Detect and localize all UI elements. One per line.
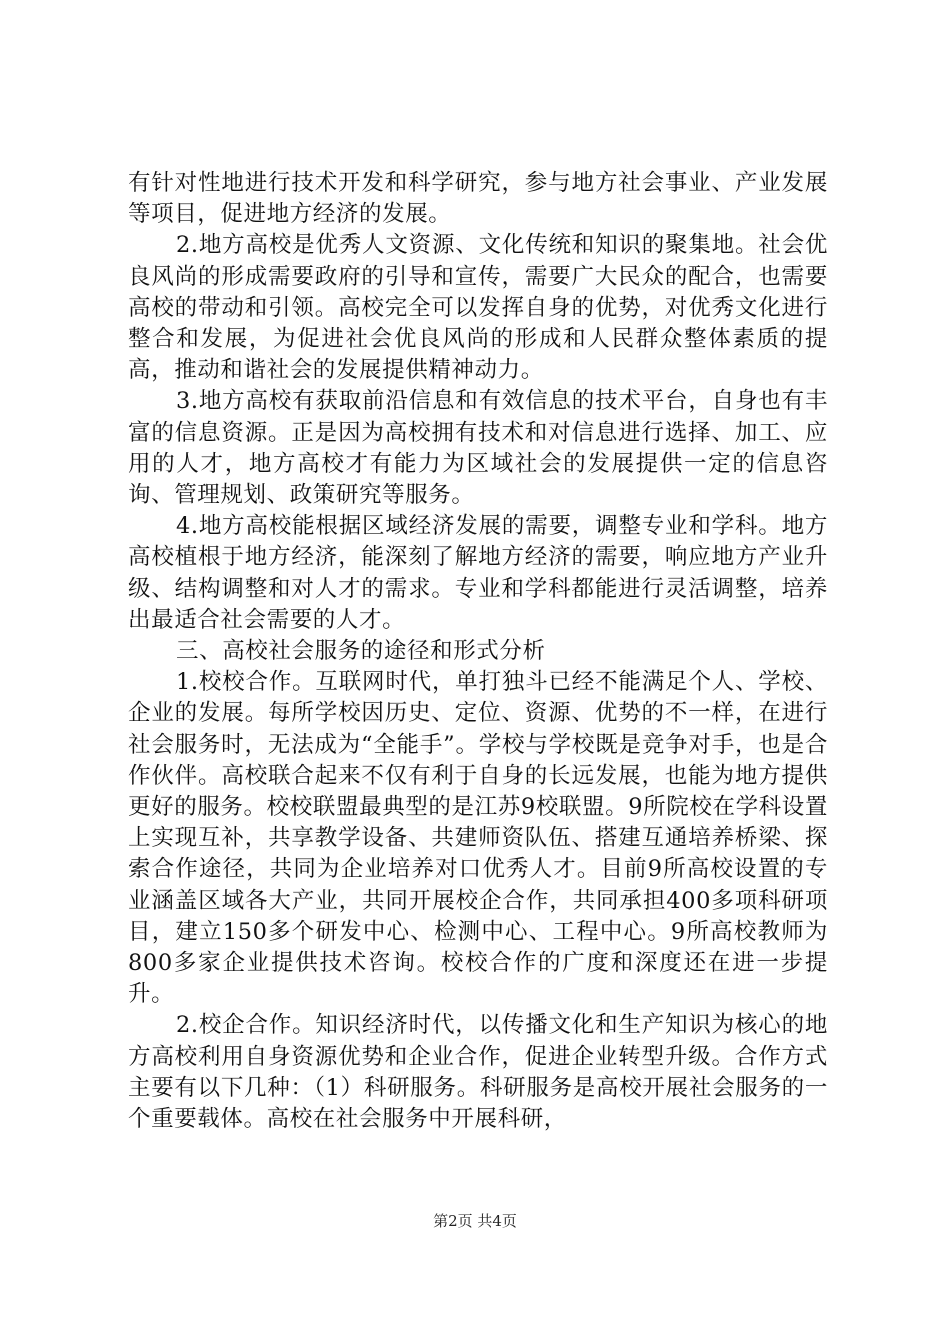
paragraph-point-2: 2.地方高校是优秀人文资源、文化传统和知识的聚集地。社会优良风尚的形成需要政府的引导和宣传，需要广大民众的配合，也需要高校的带动和引领。高校完全可以发挥自身的优势，对优秀文化进行整合和发展，为促进社会优良风尚的形成和人民群众整体素质的提高，推动和谐社会的发展提供精神动力。	[128, 232, 828, 384]
page-number: 第2页 共4页	[433, 1212, 517, 1230]
page-footer	[0, 1210, 950, 1231]
paragraph-school-cooperation: 1.校校合作。互联网时代，单打独斗已经不能满足个人、学校、企业的发展。每所学校因历史、定位、资源、优势的不一样，在进行社会服务时，无法成为“全能手”。学校与学校既是竞争对手，也是合作伙伴。高校联合起来不仅有利于自身的长远发展，也能为地方提供更好的服务。校校联盟最典型的是江苏9校联盟。9所院校在学科设置上实现互补，共享教学设备、共建师资队伍、搭建互通培养桥梁、探索合作途径，共同为企业培养对口优秀人才。目前9所高校设置的专业涵盖区域各大产业，共同开展校企合作，共同承担400多项科研项目，建立150多个研发中心、检测中心、工程中心。9所高校教师为800多家企业提供技术咨询。校校合作的广度和深度还在进一步提升。	[128, 669, 828, 1008]
paragraph-school-enterprise-cooperation: 2.校企合作。知识经济时代，以传播文化和生产知识为核心的地方高校利用自身资源优势和企业合作，促进企业转型升级。合作方式主要有以下几种：（1）科研服务。科研服务是高校开展社会服务的一个重要载体。高校在社会服务中开展科研，	[128, 1012, 828, 1133]
section-heading: 三、高校社会服务的途径和形式分析	[176, 638, 546, 665]
paragraph-point-4: 4.地方高校能根据区域经济发展的需要，调整专业和学科。地方高校植根于地方经济，能深刻了解地方经济的需要，响应地方产业升级、结构调整和对人才的需求。专业和学科都能进行灵活调整，培养出最适合社会需要的人才。	[128, 513, 828, 633]
document-body	[128, 168, 828, 1135]
paragraph-point-3: 3.地方高校有获取前沿信息和有效信息的技术平台，自身也有丰富的信息资源。正是因为高校拥有技术和对信息进行选择、加工、应用的人才，地方高校才有能力为区域社会的发展提供一定的信息咨询、管理规划、政策研究等服务。	[128, 388, 828, 509]
paragraph-continuation: 有针对性地进行技术开发和科学研究，参与地方社会事业、产业发展等项目，促进地方经济的发展。	[128, 170, 828, 228]
